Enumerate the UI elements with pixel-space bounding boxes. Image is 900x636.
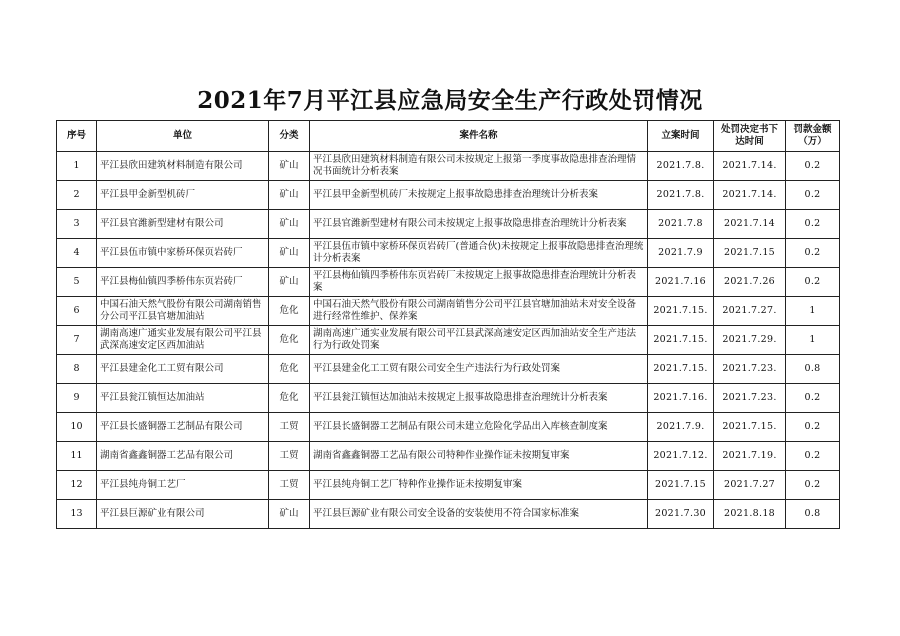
row-fine: 0.2	[786, 152, 840, 181]
row-unit: 平江县瓮江镇恒达加油站	[97, 384, 269, 413]
row-index: 10	[57, 413, 97, 442]
row-case-name: 平江县梅仙镇四季桥伟东页岩砖厂未按规定上报事故隐患排查治理统计分析表案	[310, 268, 648, 297]
row-filing-date: 2021.7.15	[648, 471, 714, 500]
table-row	[57, 210, 840, 239]
row-decision-date: 2021.7.19.	[714, 442, 786, 471]
row-index: 8	[57, 355, 97, 384]
row-filing-date: 2021.7.15.	[648, 297, 714, 326]
row-fine: 0.2	[786, 413, 840, 442]
table-row	[57, 297, 840, 326]
row-case-name: 湖南省鑫鑫铜器工艺品有限公司特种作业操作证未按期复审案	[310, 442, 648, 471]
row-category: 矿山	[269, 268, 310, 297]
table-row	[57, 355, 840, 384]
row-decision-date: 2021.7.23.	[714, 384, 786, 413]
row-unit: 平江县长盛铜器工艺制品有限公司	[97, 413, 269, 442]
penalty-table	[56, 120, 840, 529]
row-index: 7	[57, 326, 97, 355]
table-row	[57, 471, 840, 500]
table-row	[57, 442, 840, 471]
row-unit: 平江县伍市镇中家桥环保页岩砖厂	[97, 239, 269, 268]
row-index: 5	[57, 268, 97, 297]
row-fine: 0.2	[786, 384, 840, 413]
row-index: 2	[57, 181, 97, 210]
row-case-name: 中国石油天然气股份有限公司湖南销售分公司平江县官塘加油站未对安全设备进行经常性维护、保养案	[310, 297, 648, 326]
row-filing-date: 2021.7.12.	[648, 442, 714, 471]
row-filing-date: 2021.7.16	[648, 268, 714, 297]
table-row	[57, 152, 840, 181]
row-category: 危化	[269, 355, 310, 384]
row-filing-date: 2021.7.15.	[648, 355, 714, 384]
row-fine: 1	[786, 326, 840, 355]
header-category: 分类	[269, 121, 310, 152]
row-fine: 0.2	[786, 471, 840, 500]
row-fine: 0.2	[786, 268, 840, 297]
row-decision-date: 2021.7.26	[714, 268, 786, 297]
header-filing-date: 立案时间	[648, 121, 714, 152]
row-unit: 平江县巨源矿业有限公司	[97, 500, 269, 529]
row-case-name: 平江县纯舟铜工艺厂特种作业操作证未按期复审案	[310, 471, 648, 500]
row-category: 矿山	[269, 210, 310, 239]
row-unit: 平江县欣田建筑材料制造有限公司	[97, 152, 269, 181]
header-decision-date: 处罚决定书下达时间	[714, 121, 786, 152]
table-row	[57, 326, 840, 355]
row-decision-date: 2021.7.23.	[714, 355, 786, 384]
row-filing-date: 2021.7.30	[648, 500, 714, 529]
row-index: 11	[57, 442, 97, 471]
table-header-row	[57, 121, 840, 152]
row-filing-date: 2021.7.8.	[648, 152, 714, 181]
row-unit: 中国石油天然气股份有限公司湖南销售分公司平江县官塘加油站	[97, 297, 269, 326]
row-case-name: 平江县瓮江镇恒达加油站未按规定上报事故隐患排查治理统计分析表案	[310, 384, 648, 413]
row-decision-date: 2021.7.29.	[714, 326, 786, 355]
row-index: 6	[57, 297, 97, 326]
row-unit: 平江县甲金新型机砖厂	[97, 181, 269, 210]
table-row	[57, 384, 840, 413]
row-unit: 平江县纯舟铜工艺厂	[97, 471, 269, 500]
row-category: 工贸	[269, 471, 310, 500]
header-case-name: 案件名称	[310, 121, 648, 152]
row-case-name: 湖南高速广通实业发展有限公司平江县武深高速安定区西加油站安全生产违法行为行政处罚案	[310, 326, 648, 355]
row-case-name: 平江县欣田建筑材料制造有限公司未按规定上报第一季度事故隐患排查治理情况书面统计分析表案	[310, 152, 648, 181]
row-category: 工贸	[269, 442, 310, 471]
row-unit: 平江县梅仙镇四季桥伟东页岩砖厂	[97, 268, 269, 297]
row-category: 矿山	[269, 152, 310, 181]
row-decision-date: 2021.7.14.	[714, 181, 786, 210]
row-category: 危化	[269, 384, 310, 413]
row-filing-date: 2021.7.9	[648, 239, 714, 268]
row-index: 1	[57, 152, 97, 181]
row-decision-date: 2021.7.27	[714, 471, 786, 500]
row-decision-date: 2021.7.14.	[714, 152, 786, 181]
row-filing-date: 2021.7.8.	[648, 181, 714, 210]
row-unit: 湖南高速广通实业发展有限公司平江县武深高速安定区西加油站	[97, 326, 269, 355]
row-decision-date: 2021.7.27.	[714, 297, 786, 326]
row-fine: 1	[786, 297, 840, 326]
row-category: 矿山	[269, 181, 310, 210]
row-unit: 湖南省鑫鑫铜器工艺品有限公司	[97, 442, 269, 471]
row-case-name: 平江县长盛铜器工艺制品有限公司未建立危险化学品出入库核查制度案	[310, 413, 648, 442]
row-decision-date: 2021.8.18	[714, 500, 786, 529]
row-unit: 平江县建金化工工贸有限公司	[97, 355, 269, 384]
row-fine: 0.8	[786, 355, 840, 384]
row-fine: 0.2	[786, 442, 840, 471]
row-filing-date: 2021.7.15.	[648, 326, 714, 355]
row-case-name: 平江县伍市镇中家桥环保页岩砖厂(普通合伙)未按规定上报事故隐患排查治理统计分析表案	[310, 239, 648, 268]
table-row	[57, 268, 840, 297]
row-index: 4	[57, 239, 97, 268]
header-fine: 罚款金额（万）	[786, 121, 840, 152]
row-category: 危化	[269, 326, 310, 355]
row-decision-date: 2021.7.14	[714, 210, 786, 239]
row-fine: 0.2	[786, 210, 840, 239]
header-index: 序号	[57, 121, 97, 152]
row-fine: 0.2	[786, 181, 840, 210]
row-case-name: 平江县建金化工工贸有限公司安全生产违法行为行政处罚案	[310, 355, 648, 384]
table-row	[57, 181, 840, 210]
row-fine: 0.8	[786, 500, 840, 529]
row-index: 13	[57, 500, 97, 529]
row-category: 危化	[269, 297, 310, 326]
row-case-name: 平江县巨源矿业有限公司安全设备的安装使用不符合国家标准案	[310, 500, 648, 529]
row-filing-date: 2021.7.9.	[648, 413, 714, 442]
row-index: 3	[57, 210, 97, 239]
document-title: 2021年7月平江县应急局安全生产行政处罚情况	[197, 87, 703, 114]
row-index: 12	[57, 471, 97, 500]
row-filing-date: 2021.7.8	[648, 210, 714, 239]
table-row	[57, 413, 840, 442]
row-fine: 0.2	[786, 239, 840, 268]
row-case-name: 平江县甲金新型机砖厂未按规定上报事故隐患排查治理统计分析表案	[310, 181, 648, 210]
row-category: 矿山	[269, 500, 310, 529]
row-case-name: 平江县官潍新型建材有限公司未按规定上报事故隐患排查治理统计分析表案	[310, 210, 648, 239]
row-filing-date: 2021.7.16.	[648, 384, 714, 413]
row-index: 9	[57, 384, 97, 413]
row-unit: 平江县官潍新型建材有限公司	[97, 210, 269, 239]
row-decision-date: 2021.7.15.	[714, 413, 786, 442]
row-category: 矿山	[269, 239, 310, 268]
table-row	[57, 500, 840, 529]
table-row	[57, 239, 840, 268]
row-decision-date: 2021.7.15	[714, 239, 786, 268]
row-category: 工贸	[269, 413, 310, 442]
header-unit: 单位	[97, 121, 269, 152]
